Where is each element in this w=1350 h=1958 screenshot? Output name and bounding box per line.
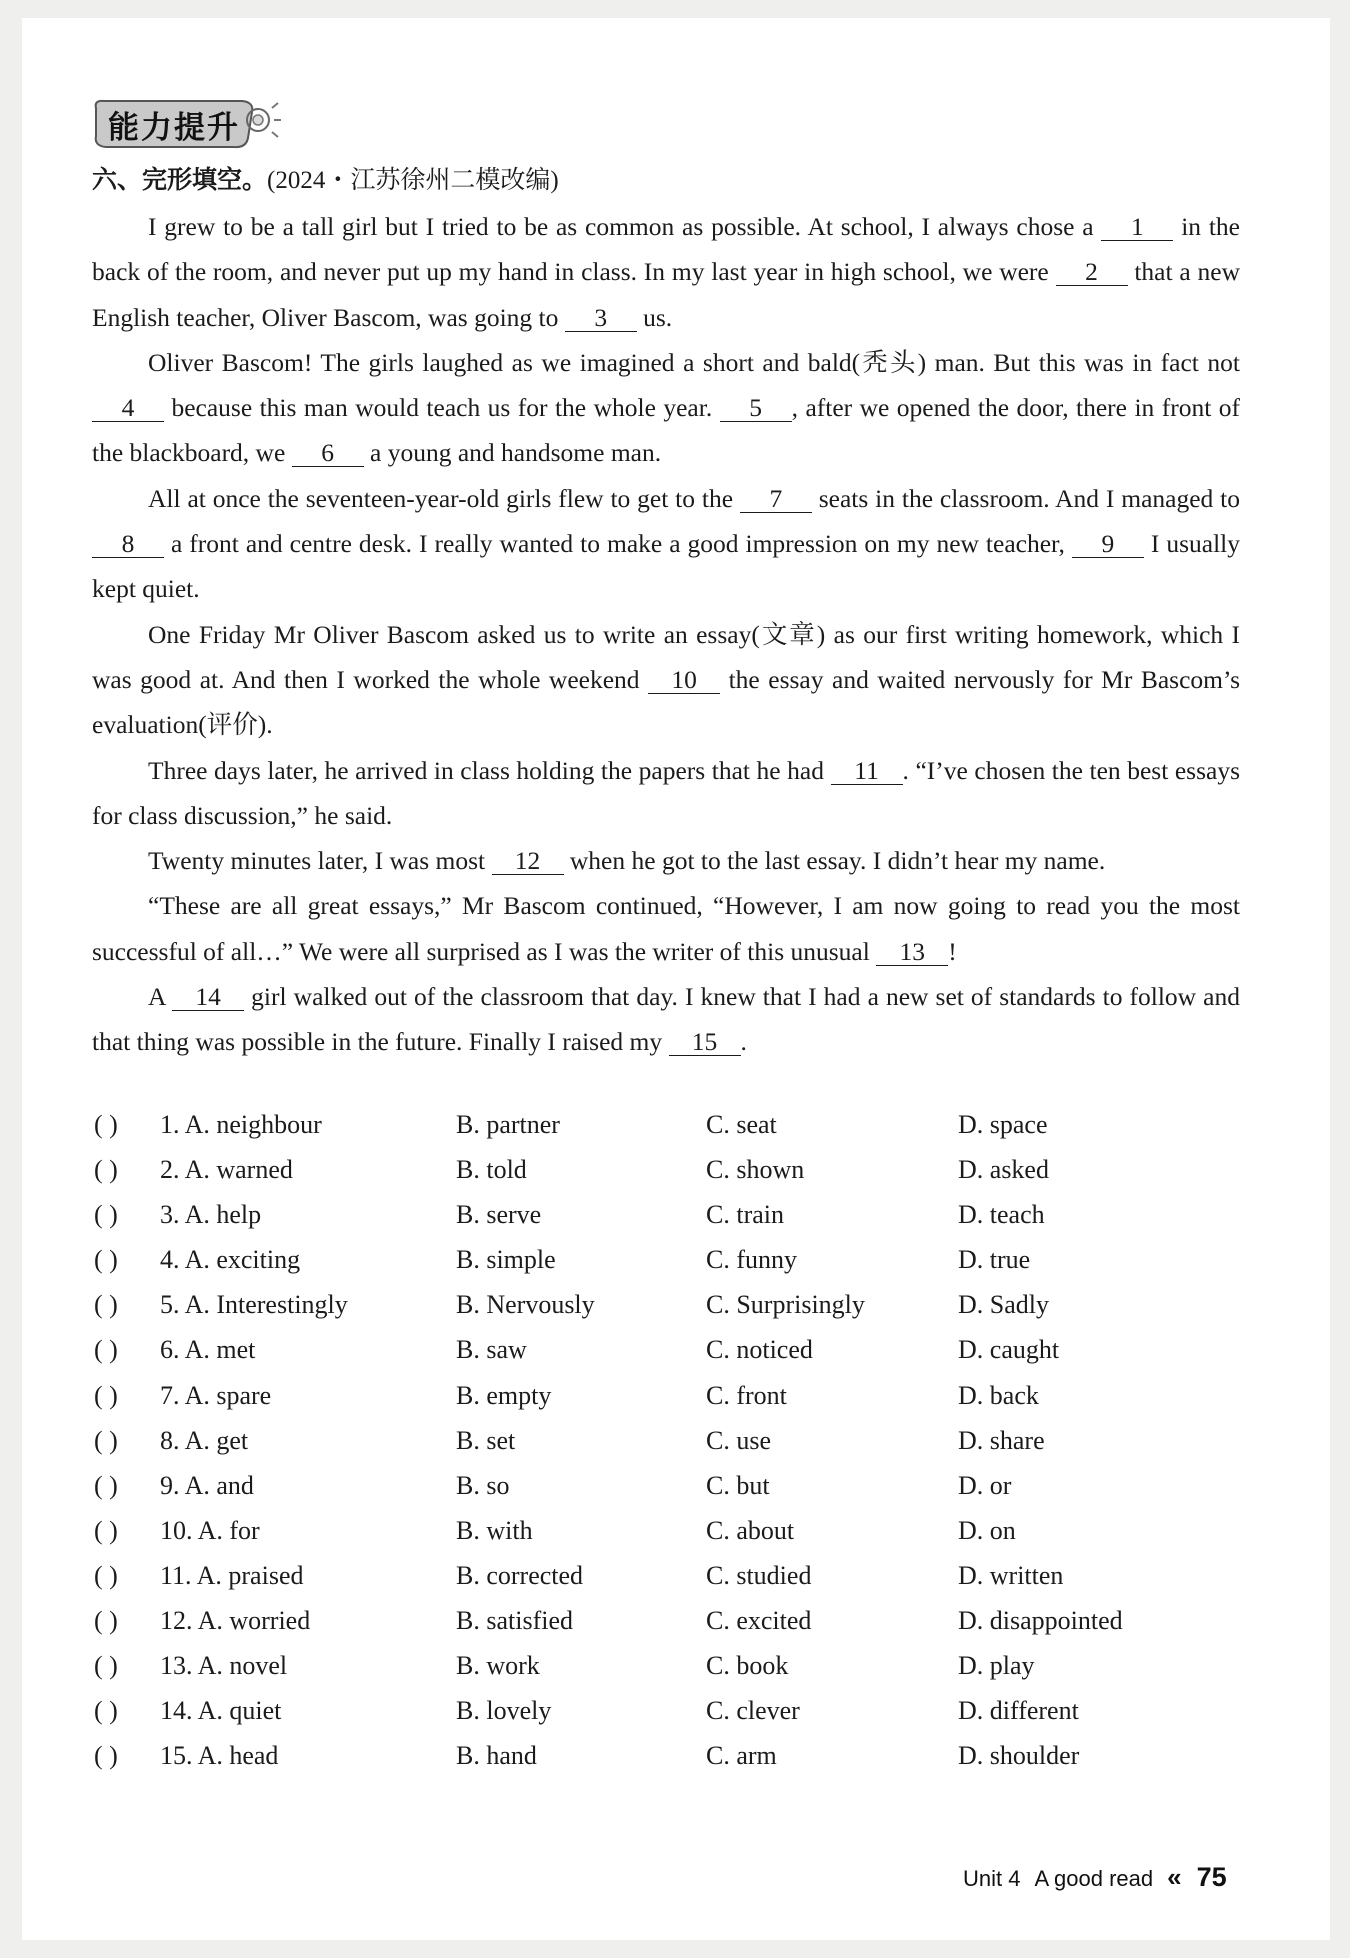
- question-number: 5.: [160, 1290, 180, 1320]
- option-d[interactable]: D. play: [958, 1651, 1035, 1681]
- passage-text: “These are all great essays,” Mr Bascom continued, “However, I am now going to read you the most successful of all…” We were all surprised as I was the writer of this unusual: [92, 891, 1240, 966]
- answer-paren[interactable]: ( ): [94, 1290, 118, 1320]
- blank-11[interactable]: 11: [831, 758, 903, 785]
- option-d[interactable]: D. share: [958, 1425, 1045, 1455]
- question-number-and-option-a: [160, 1696, 281, 1726]
- passage-paragraph: [92, 974, 1240, 1065]
- option-d[interactable]: D. back: [958, 1380, 1039, 1410]
- question-number: 6.: [160, 1335, 180, 1365]
- passage-text: I usually kept quiet.: [92, 529, 1240, 604]
- passage-text: in the back of the room, and never put up my hand in class. In my last year in high school, we were: [92, 212, 1240, 287]
- question-row: [92, 1741, 1252, 1786]
- option-d[interactable]: D. space: [958, 1110, 1048, 1139]
- answer-paren[interactable]: ( ): [94, 1110, 118, 1139]
- question-number-and-option-a: [160, 1245, 300, 1275]
- question-number: 13.: [160, 1651, 193, 1681]
- blank-15[interactable]: 15: [669, 1029, 741, 1056]
- section-banner: [92, 98, 272, 148]
- question-number-and-option-a: [160, 1561, 303, 1591]
- option-b[interactable]: B. set: [456, 1425, 516, 1455]
- answer-paren[interactable]: ( ): [94, 1200, 118, 1230]
- answer-paren[interactable]: ( ): [94, 1380, 118, 1410]
- option-a[interactable]: A. met: [184, 1335, 256, 1365]
- option-c[interactable]: C. excited: [706, 1606, 812, 1636]
- option-b[interactable]: B. so: [456, 1470, 510, 1500]
- question-row: [92, 1335, 1252, 1380]
- question-number: 9.: [160, 1470, 180, 1500]
- passage-text: when he got to the last essay. I didn’t hear my name.: [563, 846, 1106, 876]
- question-number-and-option-a: [160, 1155, 293, 1185]
- option-c[interactable]: C. Surprisingly: [706, 1290, 865, 1320]
- option-a[interactable]: A. get: [184, 1425, 249, 1455]
- option-b[interactable]: B. saw: [456, 1335, 527, 1365]
- option-a[interactable]: A. help: [184, 1200, 262, 1230]
- question-number: 7.: [160, 1380, 180, 1410]
- question-number: 8.: [160, 1425, 180, 1455]
- question-number-and-option-a: [160, 1200, 261, 1230]
- option-a[interactable]: A. neighbour: [184, 1110, 322, 1139]
- question-row: [92, 1155, 1252, 1200]
- passage-text: All at once the seventeen-year-old girls flew to get to the: [148, 483, 740, 513]
- passage-text: girl walked out of the classroom that day. I knew that I had a new set of standards to follow and that thing was possible in the future. Finally I raised my: [92, 982, 1240, 1057]
- option-a[interactable]: A. Interestingly: [184, 1290, 348, 1320]
- question-number-and-option-a: [160, 1606, 310, 1636]
- option-b[interactable]: B. simple: [456, 1245, 556, 1275]
- option-b[interactable]: B. serve: [456, 1200, 542, 1230]
- option-c[interactable]: C. noticed: [706, 1335, 813, 1365]
- blank-5[interactable]: 5: [720, 395, 792, 422]
- option-b[interactable]: B. corrected: [456, 1560, 584, 1590]
- question-number-and-option-a: [160, 1651, 287, 1681]
- question-number: 10.: [160, 1515, 193, 1545]
- footer-unit: Unit 4: [963, 1866, 1021, 1891]
- passage-text: , after we opened the door, there in front of the blackboard, we: [92, 393, 1240, 468]
- question-number: 4.: [160, 1245, 180, 1275]
- passage-text: that a new English teacher, Oliver Bascom, was going to: [92, 257, 1240, 332]
- answer-paren[interactable]: ( ): [94, 1425, 118, 1455]
- blank-4[interactable]: 4: [92, 395, 164, 422]
- question-number: 3.: [160, 1200, 180, 1230]
- question-number-and-option-a: [160, 1426, 248, 1456]
- passage-paragraph: [92, 476, 1240, 612]
- option-d[interactable]: D. or: [958, 1470, 1012, 1500]
- blank-9[interactable]: 9: [1072, 531, 1144, 558]
- option-c[interactable]: C. arm: [706, 1741, 777, 1771]
- option-b[interactable]: B. satisfied: [456, 1606, 573, 1636]
- question-number: 2.: [160, 1155, 180, 1185]
- option-b[interactable]: B. lovely: [456, 1696, 552, 1726]
- blank-2[interactable]: 2: [1056, 259, 1128, 286]
- question-number: 11.: [160, 1560, 192, 1590]
- question-number-and-option-a: [160, 1290, 348, 1320]
- passage-text: a front and centre desk. I really wanted to make a good impression on my new teacher,: [164, 529, 1072, 559]
- option-a[interactable]: A. quiet: [197, 1696, 282, 1726]
- blank-6[interactable]: 6: [292, 440, 364, 467]
- option-a[interactable]: A. head: [197, 1741, 279, 1771]
- passage-paragraph: [92, 340, 1240, 476]
- option-a[interactable]: A. novel: [197, 1651, 288, 1681]
- blank-8[interactable]: 8: [92, 531, 164, 558]
- answer-paren[interactable]: ( ): [94, 1245, 118, 1275]
- option-d[interactable]: D. shoulder: [958, 1741, 1080, 1771]
- answer-paren[interactable]: ( ): [94, 1696, 118, 1726]
- option-c[interactable]: C. studied: [706, 1560, 812, 1590]
- question-number-and-option-a: [160, 1741, 278, 1771]
- option-a[interactable]: A. warned: [184, 1155, 293, 1185]
- option-b[interactable]: B. told: [456, 1155, 527, 1185]
- passage-text: .: [740, 1027, 747, 1057]
- passage-paragraph: [92, 883, 1240, 974]
- passage-text: !: [948, 936, 957, 966]
- option-a[interactable]: A. exciting: [184, 1245, 301, 1275]
- option-b[interactable]: B. work: [456, 1651, 540, 1681]
- question-number: 15.: [160, 1741, 193, 1771]
- option-a[interactable]: A. and: [184, 1470, 254, 1500]
- option-b[interactable]: B. partner: [456, 1110, 560, 1139]
- option-a[interactable]: A. for: [197, 1515, 260, 1545]
- section-heading: [92, 160, 559, 196]
- option-d[interactable]: D. written: [958, 1560, 1064, 1590]
- passage-text: Twenty minutes later, I was most: [148, 846, 492, 876]
- question-number: 12.: [160, 1606, 193, 1636]
- blank-3[interactable]: 3: [565, 305, 637, 332]
- option-b[interactable]: B. hand: [456, 1741, 537, 1771]
- option-a[interactable]: A. praised: [196, 1560, 304, 1590]
- passage-text: Oliver Bascom! The girls laughed as we imagined a short and bald(秃头) man. But this was in fact not: [148, 347, 1240, 377]
- chevron-left-icon: «: [1167, 1862, 1177, 1892]
- question-number-and-option-a: [160, 1335, 255, 1365]
- answer-paren[interactable]: ( ): [94, 1155, 118, 1185]
- answer-paren[interactable]: ( ): [94, 1741, 118, 1771]
- option-c[interactable]: C. seat: [706, 1110, 777, 1139]
- section-source: (2024・江苏徐州二模改编): [267, 167, 559, 194]
- passage-text: A: [148, 982, 173, 1012]
- option-d[interactable]: D. caught: [958, 1335, 1060, 1365]
- passage-text: the essay and waited nervously for Mr Bascom’s evaluation(评价).: [92, 664, 1240, 740]
- section-title: 六、完形填空。: [92, 165, 268, 194]
- question-row: [92, 1426, 1252, 1471]
- answer-paren[interactable]: ( ): [94, 1470, 118, 1500]
- option-c[interactable]: C. about: [706, 1515, 795, 1545]
- footer-title: A good read: [1034, 1866, 1154, 1891]
- answer-paren[interactable]: ( ): [94, 1335, 118, 1365]
- question-row: [92, 1110, 1252, 1155]
- question-number: 14.: [160, 1696, 193, 1726]
- option-b[interactable]: B. empty: [456, 1380, 552, 1410]
- blank-7[interactable]: 7: [740, 486, 812, 513]
- option-c[interactable]: C. use: [706, 1425, 771, 1455]
- blank-10[interactable]: 10: [648, 667, 720, 694]
- question-row: [92, 1561, 1252, 1606]
- option-a[interactable]: A. worried: [197, 1606, 311, 1636]
- passage-text: Three days later, he arrived in class holding the papers that he had: [148, 755, 831, 785]
- question-row: [92, 1245, 1252, 1290]
- banner-title: 能力提升: [108, 110, 240, 146]
- option-b[interactable]: B. Nervously: [456, 1290, 595, 1320]
- option-d[interactable]: D. different: [958, 1696, 1079, 1726]
- question-number-and-option-a: [160, 1110, 322, 1140]
- option-d[interactable]: D. teach: [958, 1200, 1045, 1230]
- answer-paren[interactable]: ( ): [94, 1515, 118, 1545]
- option-c[interactable]: C. book: [706, 1651, 789, 1681]
- question-number-and-option-a: [160, 1516, 260, 1546]
- passage-text: us.: [636, 302, 673, 332]
- question-row: [92, 1696, 1252, 1741]
- passage-text: a young and handsome man.: [363, 438, 662, 468]
- option-c[interactable]: C. clever: [706, 1696, 800, 1726]
- option-d[interactable]: D. on: [958, 1515, 1016, 1545]
- option-c[interactable]: C. shown: [706, 1155, 805, 1185]
- option-d[interactable]: D. Sadly: [958, 1290, 1049, 1320]
- passage-text: . “I’ve chosen the ten best essays for class discussion,” he said.: [92, 755, 1240, 830]
- option-c[interactable]: C. train: [706, 1200, 784, 1230]
- answer-paren[interactable]: ( ): [94, 1606, 118, 1636]
- question-row: [92, 1200, 1252, 1245]
- question-row: [92, 1471, 1252, 1516]
- question-row: [92, 1381, 1252, 1426]
- question-row: [92, 1516, 1252, 1561]
- question-number-and-option-a: [160, 1471, 254, 1501]
- cloze-passage: [92, 204, 1240, 1065]
- passage-paragraph: [92, 204, 1240, 340]
- option-c[interactable]: C. front: [706, 1380, 787, 1410]
- blank-1[interactable]: 1: [1101, 214, 1173, 241]
- answer-paren[interactable]: ( ): [94, 1651, 118, 1681]
- passage-text: One Friday Mr Oliver Bascom asked us to write an essay(文章) as our first writing homework, which I was good at. And then I worked the whole weekend: [92, 619, 1240, 694]
- question-number-and-option-a: [160, 1381, 271, 1411]
- blank-14[interactable]: 14: [172, 984, 244, 1011]
- question-row: [92, 1290, 1252, 1335]
- option-d[interactable]: D. disappointed: [958, 1606, 1123, 1636]
- answer-paren[interactable]: ( ): [94, 1560, 118, 1590]
- option-c[interactable]: C. but: [706, 1470, 770, 1500]
- option-d[interactable]: D. true: [958, 1245, 1031, 1275]
- option-c[interactable]: C. funny: [706, 1245, 797, 1275]
- option-a[interactable]: A. spare: [184, 1380, 272, 1410]
- page-number: 75: [1196, 1862, 1227, 1892]
- option-d[interactable]: D. asked: [958, 1155, 1049, 1185]
- passage-paragraph: [92, 838, 1240, 883]
- blank-12[interactable]: 12: [492, 848, 564, 875]
- option-b[interactable]: B. with: [456, 1515, 533, 1545]
- passage-text: seats in the classroom. And I managed to: [811, 483, 1240, 513]
- question-row: [92, 1606, 1252, 1651]
- page-footer: [963, 1862, 1227, 1893]
- passage-paragraph: [92, 612, 1240, 748]
- question-row: [92, 1651, 1252, 1696]
- options-list: [92, 1110, 1252, 1786]
- question-number: 1.: [160, 1110, 180, 1139]
- passage-text: because this man would teach us for the whole year.: [164, 393, 720, 423]
- passage-paragraph: [92, 748, 1240, 839]
- blank-13[interactable]: 13: [876, 939, 948, 966]
- passage-text: I grew to be a tall girl but I tried to be as common as possible. At school, I always chose a: [148, 212, 1102, 241]
